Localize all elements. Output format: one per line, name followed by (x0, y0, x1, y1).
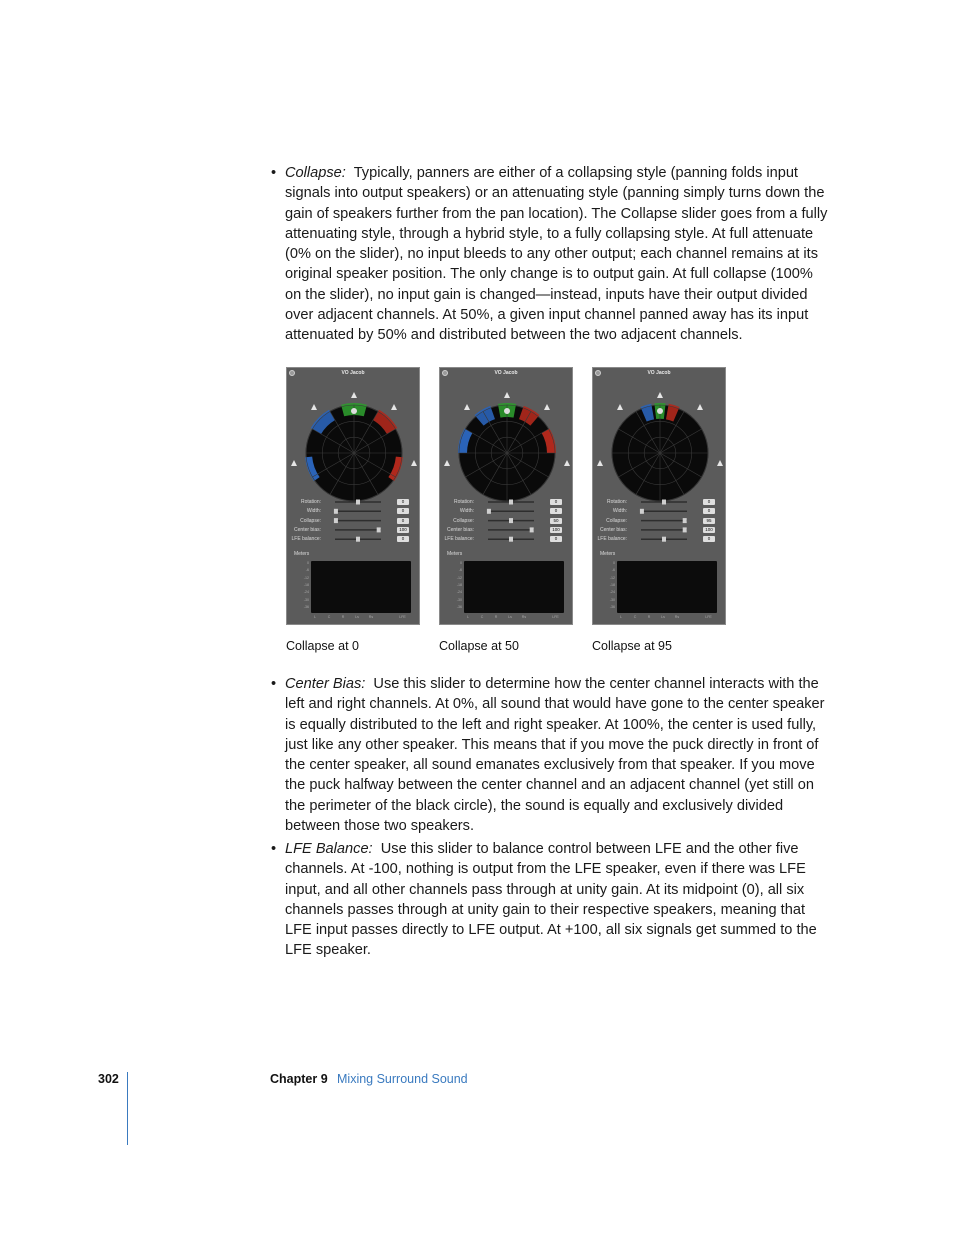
panner-graphic (593, 368, 727, 626)
bullet-paragraph (285, 839, 830, 961)
slider-knob (662, 537, 666, 542)
slider-knob (683, 527, 687, 532)
speaker-icon (311, 404, 317, 410)
panel-title: VO Jacob (341, 370, 365, 376)
meter-scale-tick: -6 (611, 568, 615, 573)
param-value-field[interactable]: 0 (703, 508, 715, 514)
meter-channel-label: C (480, 615, 484, 619)
meter-scale-tick: -6 (458, 568, 462, 573)
footer-chapter-title-link[interactable]: Mixing Surround Sound (337, 1072, 468, 1086)
param-label: Center bias: (447, 526, 474, 533)
param-label: Collapse: (300, 517, 321, 524)
param-value-field[interactable]: 0 (397, 536, 409, 542)
meter-channel-label: Rs (674, 615, 680, 619)
param-label: Collapse: (606, 517, 627, 524)
speaker-icon (504, 392, 510, 398)
slider-knob (509, 500, 513, 505)
speaker-icon (697, 404, 703, 410)
param-label: Width: (459, 508, 474, 515)
meter-channel-label: Rs (521, 615, 527, 619)
meters-disclosure-label[interactable]: Meters (600, 551, 616, 557)
param-value-field[interactable]: 100 (550, 527, 562, 533)
param-value-field[interactable]: 0 (550, 499, 562, 505)
speaker-icon (351, 392, 357, 398)
panner-panel-collapse-95 (592, 367, 726, 625)
pan-puck (351, 408, 357, 414)
param-label: LFE balance: (444, 536, 474, 543)
meter-scale-tick: -18 (609, 582, 615, 587)
slider-knob (509, 537, 513, 542)
meter-scale-tick: -36 (456, 604, 462, 609)
bullet-dot: • (271, 841, 277, 857)
meter-scale-tick: 0 (307, 561, 309, 565)
meter-channel-label: LFE (552, 615, 559, 619)
param-label: Rotation: (606, 499, 627, 505)
meter-scale-tick: -18 (303, 582, 309, 587)
lfe-balance-description: Use this slider to balance control between LFE and the other five channels. At -100, nothing is output from the LFE speaker, even if there was LFE input, and all other channels pass through at unity gain. At its midpoint (0), all six channels passes through at unity gain to their respective speakers, meaning that LFE input passes directly to LFE output. At +100, all six signals get summed to the LFE speaker. (285, 841, 817, 959)
pan-puck (657, 408, 663, 414)
param-value-field[interactable]: 0 (550, 536, 562, 542)
meter-channel-label: R (647, 615, 651, 619)
meter-display (311, 561, 411, 613)
param-label: Rotation: (453, 499, 474, 505)
slider-knob (356, 537, 360, 542)
slider-knob (530, 527, 534, 532)
term-center-bias: Center Bias: (285, 676, 366, 692)
footer-rule (127, 1072, 128, 1145)
page-number: 302 (98, 1072, 119, 1086)
meter-scale-tick: -12 (456, 575, 462, 580)
param-label: Collapse: (453, 517, 474, 524)
bullet-center-bias (271, 674, 830, 836)
panner-panel-collapse-0 (286, 367, 420, 625)
param-label: LFE balance: (291, 536, 321, 543)
pan-puck (504, 408, 510, 414)
slider-knob (377, 527, 381, 532)
speaker-icon (444, 460, 450, 466)
param-value-field[interactable]: 95 (703, 518, 715, 524)
meter-channel-label: L (467, 615, 469, 619)
meter-scale-tick: -24 (456, 590, 462, 595)
panner-graphic (287, 368, 421, 626)
param-value-field[interactable]: 0 (397, 499, 409, 505)
meter-scale-tick: -6 (305, 568, 309, 573)
speaker-icon (291, 460, 297, 466)
param-label: Width: (306, 508, 321, 515)
meter-channel-label: R (494, 615, 498, 619)
speaker-icon (617, 404, 623, 410)
meters-disclosure-label[interactable]: Meters (447, 551, 463, 557)
meter-scale-tick: -24 (609, 590, 615, 595)
meter-channel-label: LFE (399, 615, 406, 619)
meter-channel-label: LFE (705, 615, 712, 619)
meter-channel-label: L (620, 615, 622, 619)
meter-channel-label: Rs (368, 615, 374, 619)
meter-scale-tick: -30 (303, 597, 309, 602)
param-value-field[interactable]: 50 (550, 518, 562, 524)
slider-knob (640, 509, 644, 514)
bullet-paragraph (285, 674, 830, 836)
caption-collapse-95: Collapse at 95 (592, 639, 672, 653)
meter-scale-tick: -30 (456, 597, 462, 602)
param-value-field[interactable]: 0 (397, 508, 409, 514)
speaker-icon (411, 460, 417, 466)
meter-scale-tick: -12 (303, 575, 309, 580)
meter-scale-tick: -12 (609, 575, 615, 580)
param-label: LFE balance: (597, 536, 627, 543)
meter-display (464, 561, 564, 613)
footer-chapter: Chapter 9 (270, 1072, 328, 1086)
slider-knob (509, 518, 513, 523)
param-value-field[interactable]: 100 (397, 527, 409, 533)
caption-collapse-50: Collapse at 50 (439, 639, 519, 653)
slider-knob (356, 500, 360, 505)
speaker-icon (391, 404, 397, 410)
slider-knob (334, 509, 338, 514)
speaker-icon (564, 460, 570, 466)
meter-channel-label: R (341, 615, 345, 619)
meter-display (617, 561, 717, 613)
meter-channel-label: C (633, 615, 637, 619)
param-value-field[interactable]: 0 (550, 508, 562, 514)
speaker-icon (717, 460, 723, 466)
meter-scale-tick: 0 (460, 561, 462, 565)
term-lfe-balance: LFE Balance: (285, 841, 373, 857)
meter-scale-tick: -36 (303, 604, 309, 609)
speaker-icon (544, 404, 550, 410)
speaker-icon (464, 404, 470, 410)
param-label: Center bias: (600, 526, 627, 533)
term-collapse: Collapse: (285, 165, 346, 181)
bullet-dot: • (271, 165, 277, 181)
param-label: Width: (612, 508, 627, 515)
param-value-field[interactable]: 0 (703, 499, 715, 505)
meter-channel-label: L (314, 615, 316, 619)
bullet-paragraph (285, 163, 830, 346)
meter-channel-label: Ls (661, 615, 665, 619)
param-value-field[interactable]: 0 (397, 518, 409, 524)
caption-collapse-0: Collapse at 0 (286, 639, 359, 653)
slider-knob (662, 500, 666, 505)
panel-title: VO Jacob (494, 370, 518, 376)
param-value-field[interactable]: 100 (703, 527, 715, 533)
speaker-icon (657, 392, 663, 398)
param-value-field[interactable]: 0 (703, 536, 715, 542)
meter-scale-tick: -36 (609, 604, 615, 609)
speaker-icon (597, 460, 603, 466)
param-label: Rotation: (300, 499, 321, 505)
meter-channel-label: Ls (355, 615, 359, 619)
slider-knob (683, 518, 687, 523)
center-bias-description: Use this slider to determine how the center channel interacts with the left and right channels. At 0%, all sound that would have gone to the center speaker is equally distributed to the left and right speaker. At 100%, the center is used fully, just like any other speaker. This means that if you move the puck directly in front of the center speaker, all sound emanates exclusively from that speaker. If you move the puck halfway between the center channel and an adjacent channel (yet still on the perimeter of the black circle), the sound is equally and exclusively divided between those two speakers. (285, 676, 825, 835)
meter-scale-tick: -30 (609, 597, 615, 602)
bullet-lfe-balance (271, 839, 830, 961)
panel-title: VO Jacob (647, 370, 671, 376)
slider-knob (334, 518, 338, 523)
collapse-description: Typically, panners are either of a collapsing style (panning folds input signals into output speakers) or an attenuating style (panning simply turns down the gain of speakers further from the pan location). The Collapse slider goes from a fully attenuating style, through a hybrid style, to a fully collapsing style. At full attenuate (0% on the slider), no input bleeds to any other output; each channel remains at its original speaker position. The only change is to output gain. At full collapse (100% on the slider), no input gain is changed—instead, inputs have their output divided over adjacent channels. At 50%, a given input channel panned away has its input attenuated by 50% and distributed between the two adjacent channels. (285, 165, 828, 344)
bullet-dot: • (271, 676, 277, 692)
param-label: Center bias: (294, 526, 321, 533)
meters-disclosure-label[interactable]: Meters (294, 551, 310, 557)
meter-scale-tick: -18 (456, 582, 462, 587)
meter-scale-tick: 0 (613, 561, 615, 565)
meter-channel-label: C (327, 615, 331, 619)
meter-scale-tick: -24 (303, 590, 309, 595)
slider-knob (487, 509, 491, 514)
panner-panel-collapse-50 (439, 367, 573, 625)
bullet-collapse (271, 163, 830, 346)
panner-graphic (440, 368, 574, 626)
meter-channel-label: Ls (508, 615, 512, 619)
